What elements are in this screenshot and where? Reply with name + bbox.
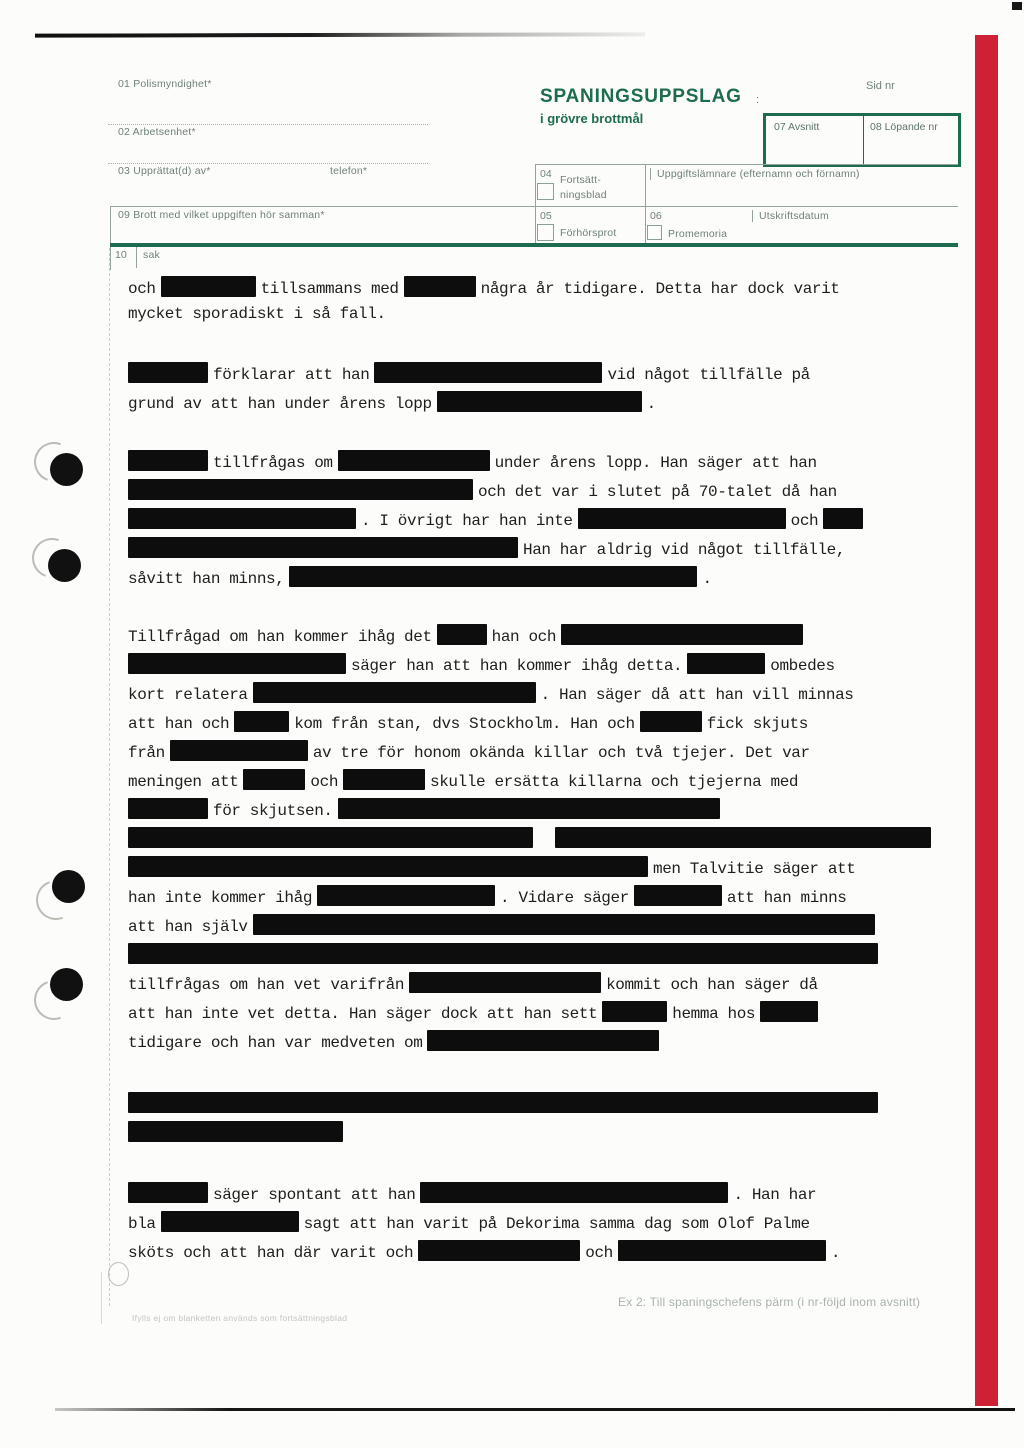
text-line [128,856,958,885]
text-line [128,1121,958,1150]
field-label-forhorsprot: Förhörsprot [560,227,617,239]
redaction-bar [128,450,208,471]
redaction-bar [128,537,518,558]
body-text: att han själv [128,918,248,936]
footer-form-mark [101,1272,102,1324]
body-text: Han har aldrig vid något tillfälle, [523,541,846,559]
text-line [128,827,958,856]
body-text: . Han säger då att han vill minnas [540,686,854,704]
redaction-bar [760,1001,818,1022]
field-number-10: 10 [115,249,127,261]
text-line [128,914,958,943]
footer-note-right: Ex 2: Till spaningschefens pärm (i nr-följd inom avsnitt) [618,1295,921,1309]
body-text: . [646,395,656,413]
redaction-bar [128,1182,208,1203]
text-line [128,653,958,682]
body-text: tillfrågas om han vet varifrån [128,976,405,994]
redaction-bar [374,362,602,383]
body-text: tillfrågas om [213,454,333,472]
redaction-bar [823,508,863,529]
redaction-bar [128,653,346,674]
body-text: han inte kommer ihåg [128,889,313,907]
body-text: för skjutsen. [213,802,333,820]
body-text: att han minns [726,889,847,907]
form-title: SPANINGSUPPSLAG [540,86,742,107]
field-number-05: 05 [540,210,552,222]
body-text: hemma hos [672,1005,756,1023]
body-text: meningen att [128,773,239,791]
text-line [128,362,958,391]
field-label-upprattad-av: 03 Upprättat(d) av* [118,165,211,177]
field-label-lopande-nr: 08 Löpande nr [870,121,938,133]
text-line [128,624,958,653]
redaction-bar [128,827,533,848]
text-line [128,1092,958,1121]
body-text: kom från stan, dvs Stockholm. Han och [294,715,635,733]
redaction-bar [289,566,697,587]
field-number-06: 06 [650,210,662,222]
body-text: . [702,570,712,588]
body-text: . Vidare säger [500,889,629,907]
paragraph-4 [128,624,958,1059]
title-mark: : [756,94,760,106]
text-line [128,1001,958,1030]
body-text: och det var i slutet på 70-talet då han [478,483,837,501]
redaction-bar [128,1121,343,1142]
text-line [128,711,958,740]
handwritten-circle-mark [108,1262,129,1286]
body-text: att han och [128,715,230,733]
text-line [128,798,958,827]
redaction-bar [128,943,878,964]
body-text: mycket sporadiskt i så fall. [128,305,386,323]
body-text: under årens lopp. Han säger att han [494,454,817,472]
field-label-uppgiftslamnare: Uppgiftslämnare (efternamn och förnamn) [650,168,860,180]
text-line [128,508,958,537]
redaction-bar [687,653,765,674]
redaction-bar [128,479,473,500]
redaction-bar [161,1211,299,1232]
field-label-telefon: telefon* [330,165,368,177]
field-label-sak: sak [143,249,160,261]
body-text: ombedes [770,657,835,675]
redaction-bar [343,769,425,790]
redaction-bar [555,827,931,848]
body-text: Tillfrågad om han kommer ihåg det [128,628,432,646]
body-text: tillsammans med [260,280,399,298]
body-text: säger han att han kommer ihåg detta. [351,657,683,675]
redaction-bar [640,711,702,732]
redaction-bar [338,450,490,471]
paragraph-2 [128,362,958,420]
body-text: sagt att han varit på Dekorima samma dag som Olof Palme [303,1215,810,1233]
text-line [128,276,958,305]
text-line [128,740,958,769]
text-line [128,682,958,711]
redaction-bar [128,508,356,529]
text-line [128,479,958,508]
body-text: säger spontant att han [213,1186,416,1204]
redaction-bar [128,1092,878,1113]
body-text: . I övrigt har han inte [361,512,573,530]
field-label-utskriftsdatum: Utskriftsdatum [752,210,829,222]
field-label-sid-nr: Sid nr [866,80,895,92]
text-line [128,972,958,1001]
body-text: skulle ersätta killarna och tjejerna med [430,773,799,791]
text-line [128,305,958,334]
redaction-bar [578,508,786,529]
paragraph-5 [128,1092,958,1150]
redaction-bar [338,798,720,819]
field-label-fortsattningsblad-2: ningsblad [560,189,607,201]
body-text: . Han har [733,1186,817,1204]
field-label-avsnitt: 07 Avsnitt [774,121,820,133]
redaction-bar [602,1001,667,1022]
text-line [128,1030,958,1059]
footer-note-left: Ifylls ej om blanketten används som fortsättningsblad [132,1313,348,1323]
paragraph-6 [128,1182,958,1269]
redaction-bar [128,362,208,383]
redaction-bar [317,885,495,906]
body-text: såvitt han minns, [128,570,285,588]
redaction-bar [418,1240,580,1261]
redaction-bar [437,624,487,645]
body-text: kort relatera [128,686,248,704]
body-text: fick skjuts [706,715,808,733]
redaction-bar [243,769,305,790]
text-line [128,1211,958,1240]
text-line [128,1240,958,1269]
body-text: tidigare och han var medveten om [128,1034,423,1052]
text-line [128,769,958,798]
body-text: men Talvitie säger att [653,860,856,878]
body-text: grund av att han under årens lopp [128,395,432,413]
paragraph-1 [128,276,958,334]
redaction-bar [561,624,803,645]
text-line [128,450,958,479]
text-line [128,1182,958,1211]
redaction-bar [170,740,308,761]
body-text: förklarar att han [213,366,370,384]
body-text: kommit och han säger då [606,976,818,994]
field-label-fortsattningsblad-1: Fortsätt- [560,174,601,186]
body-text: sköts och att han där varit och [128,1244,414,1262]
redaction-bar [234,711,289,732]
body-text: och [128,280,156,298]
body-text: han och [491,628,557,646]
redaction-bar [618,1240,826,1261]
redaction-bar [420,1182,728,1203]
field-label-brott: 09 Brott med vilket uppgiften hör samman* [118,209,325,221]
redaction-bar [404,276,476,297]
field-label-promemoria: Promemoria [668,228,728,240]
paragraph-3 [128,450,958,595]
redaction-bar [437,391,642,412]
text-line [128,537,958,566]
redaction-bar [161,276,256,297]
redaction-bar [253,682,536,703]
text-line [128,943,958,972]
field-label-arbetsenhet: 02 Arbetsenhet* [118,126,196,138]
body-text: och [585,1244,613,1262]
body-text: och [310,773,339,791]
gap [538,843,550,844]
redaction-bar [253,914,875,935]
body-text: att han inte vet detta. Han säger dock att han sett [128,1005,598,1023]
field-number-04: 04 [540,168,552,180]
body-text: från [128,744,165,762]
body-text: bla [128,1215,156,1233]
field-label-polismyndighet: 01 Polismyndighet* [118,78,212,90]
text-line [128,391,958,420]
text-line [128,566,958,595]
text-line [128,885,958,914]
body-text: av tre för honom okända killar och två tjejer. Det var [312,744,810,762]
redaction-bar [128,798,208,819]
body-text: vid något tillfälle på [607,366,810,384]
body-text: . [830,1244,841,1262]
body-text: några år tidigare. Detta har dock varit [480,280,840,298]
body-text: och [790,512,819,530]
redaction-bar [409,972,601,993]
redaction-bar [427,1030,659,1051]
redaction-bar [634,885,722,906]
redaction-bar [128,856,648,877]
form-subtitle: i grövre brottmål [540,111,644,126]
